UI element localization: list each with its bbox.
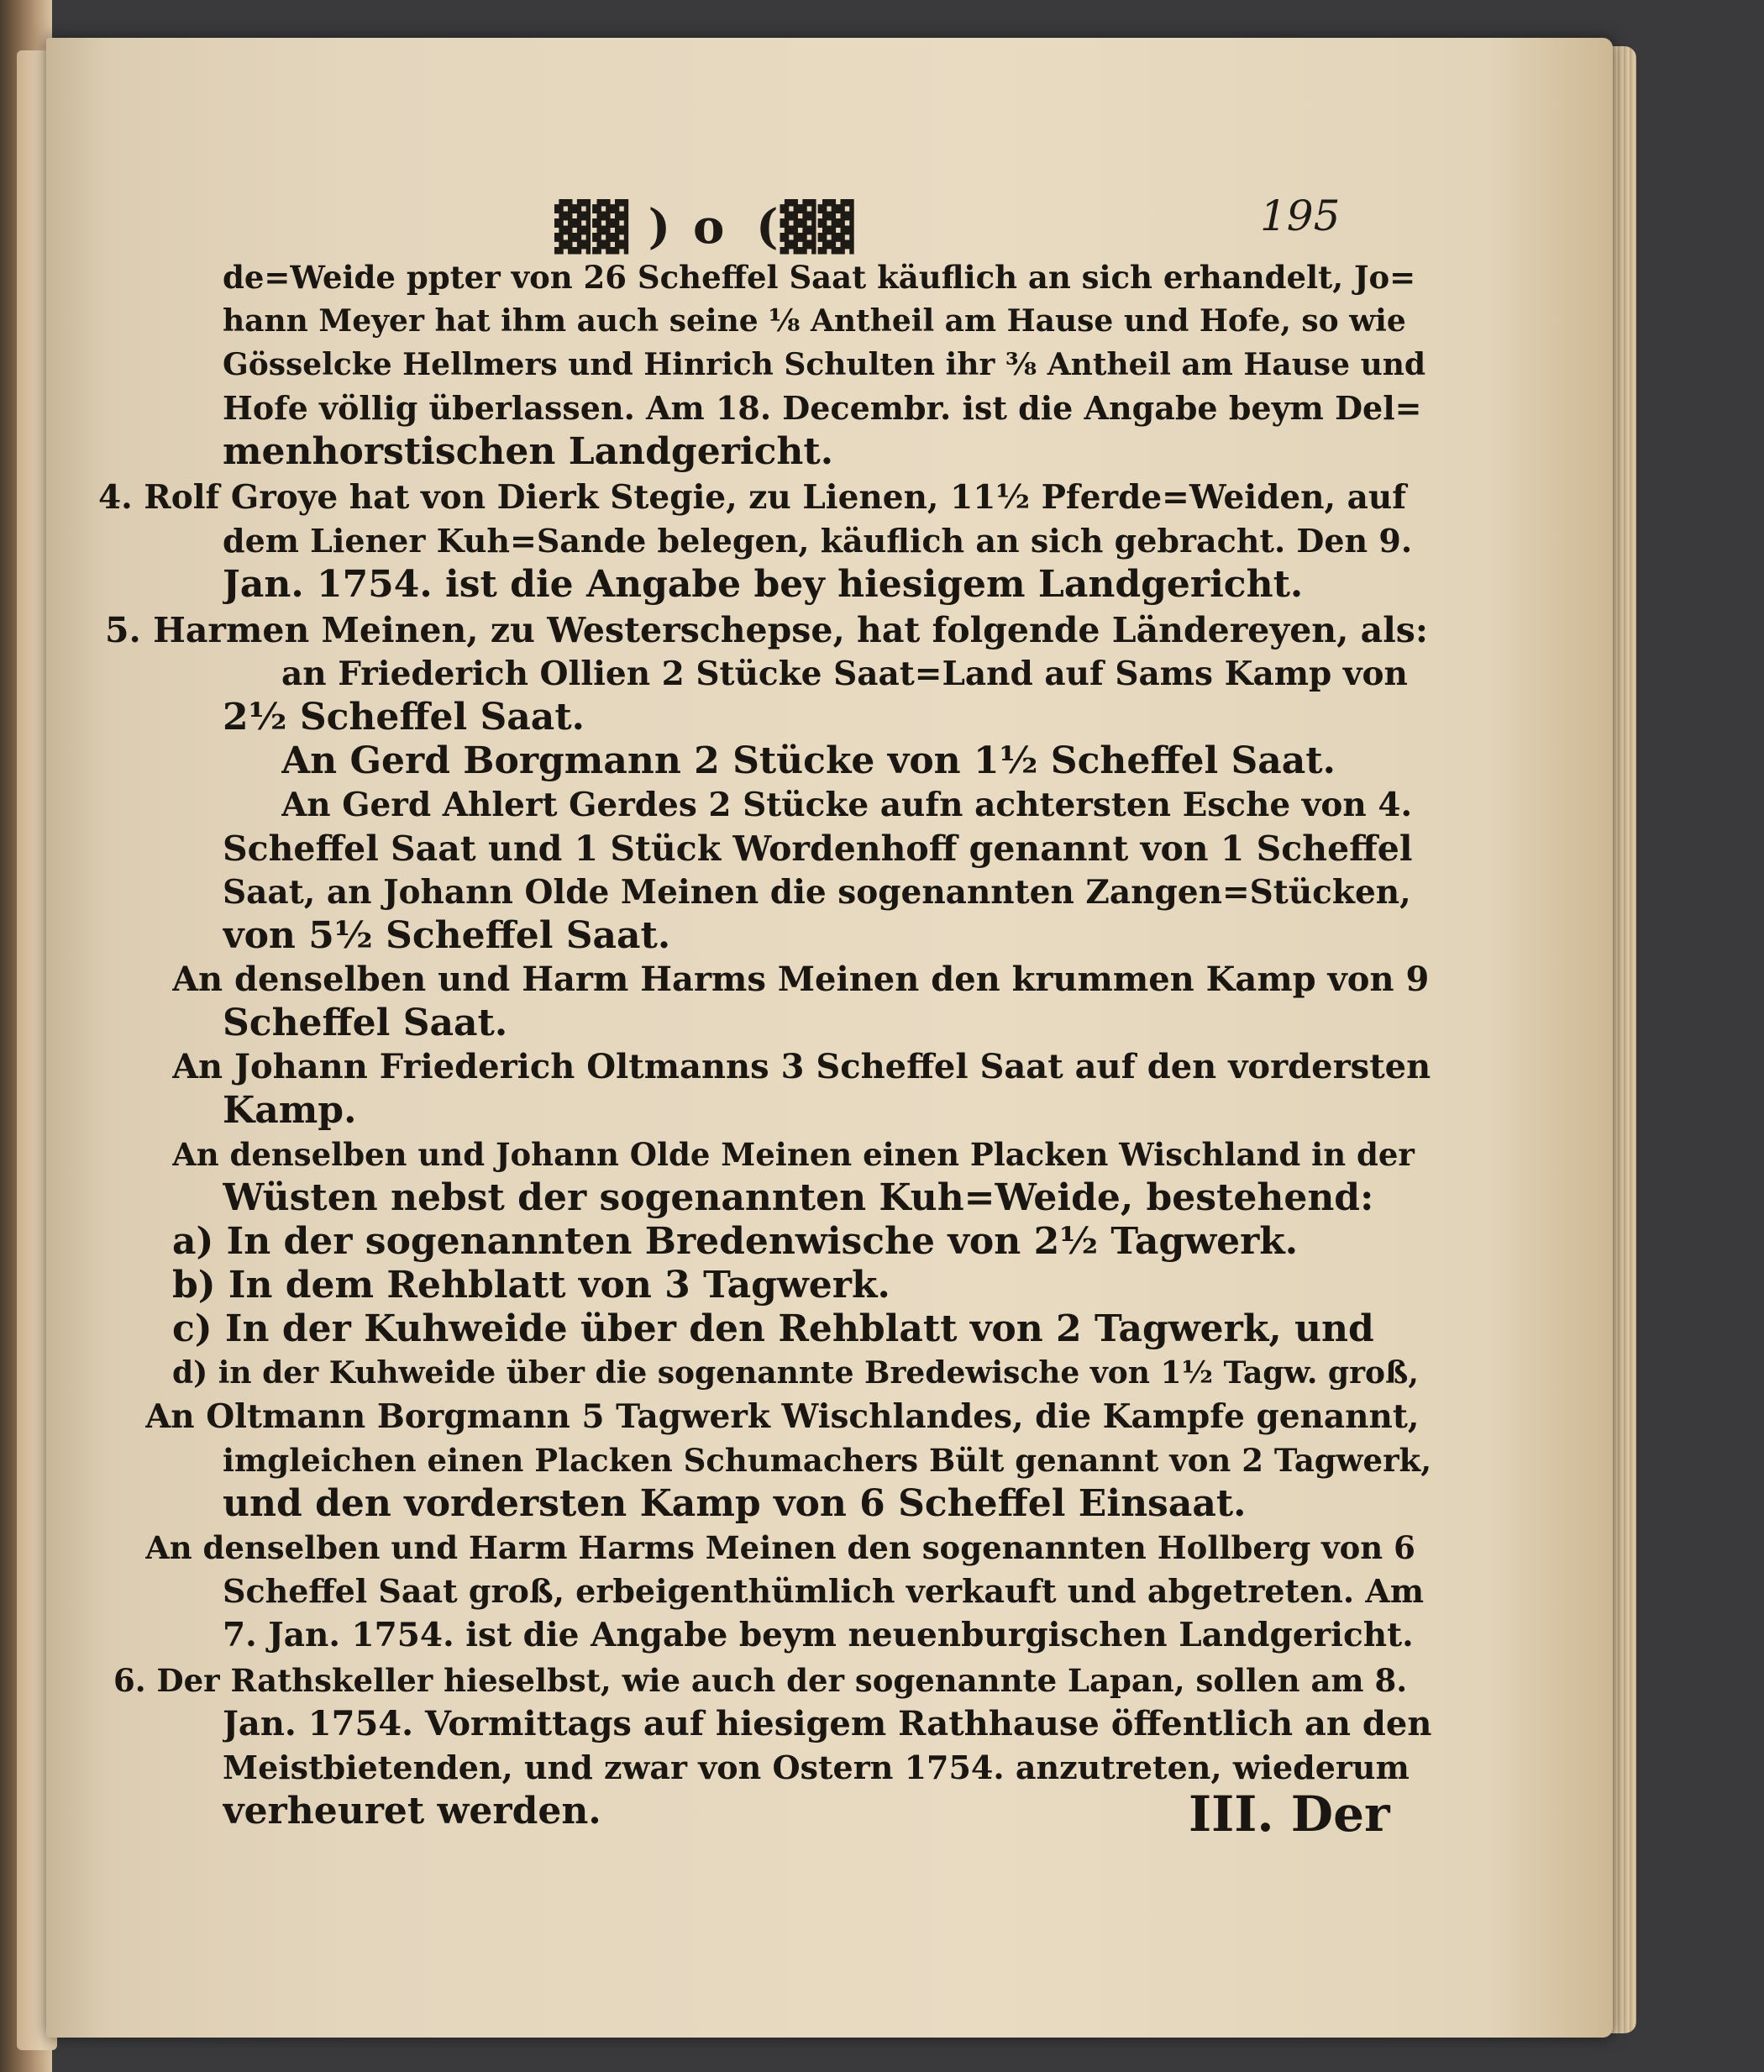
text-line: hann Meyer hat ihm auch seine ⅛ Antheil am Hause und Hofe, so wie (223, 303, 1406, 339)
text-line-item-5: 5. Harmen Meinen, zu Westerschepse, hat folgende Ländereyen, als: (105, 610, 1429, 650)
text-line-subitem-d: d) in der Kuhweide über die sogenannte Bredewische von 1½ Tagw. groß, (172, 1355, 1419, 1391)
page-body-text (46, 252, 1613, 1833)
text-line: Scheffel Saat. (223, 1002, 508, 1044)
text-line: An Gerd Ahlert Gerdes 2 Stücke aufn achtersten Esche von 4. (281, 786, 1413, 824)
text-line: Saat, an Johann Olde Meinen die sogenannten Zangen=Stücken, (223, 873, 1411, 912)
text-line: an Friederich Ollien 2 Stücke Saat=Land auf Sams Kamp von (281, 655, 1408, 693)
text-line-subitem-b: b) In dem Rehblatt von 3 Tagwerk. (172, 1264, 890, 1307)
text-line: menhorstischen Landgericht. (223, 430, 834, 473)
text-line: Hofe völlig überlassen. Am 18. Decembr. ist die Angabe beym Del= (223, 389, 1422, 427)
text-line: verheuret werden. (223, 1790, 601, 1833)
text-line: An denselben und Harm Harms Meinen den sogenannten Hollberg von 6 (145, 1529, 1415, 1566)
text-line: von 5½ Scheffel Saat. (223, 914, 671, 957)
text-line-subitem-c: c) In der Kuhweide über den Rehblatt von 2 Tagwerk, und (172, 1307, 1374, 1350)
text-line: 7. Jan. 1754. ist die Angabe beym neuenburgischen Landgericht. (223, 1616, 1414, 1654)
text-line: Kamp. (223, 1089, 357, 1132)
page-number: 195 (1260, 192, 1341, 240)
text-line: An Gerd Borgmann 2 Stücke von 1½ Scheffel Saat. (281, 739, 1336, 782)
text-line: imgleichen einen Placken Schumachers Bült genannt von 2 Tagwerk, (223, 1442, 1432, 1479)
text-line: An denselben und Harm Harms Meinen den krummen Kamp von 9 (172, 960, 1430, 999)
text-line-item-6: 6. Der Rathskeller hieselbst, wie auch der sogenannte Lapan, sollen am 8. (113, 1662, 1408, 1699)
text-line: de=Weide ppter von 26 Scheffel Saat käuflich an sich erhandelt, Jo= (223, 259, 1416, 296)
text-line: Jan. 1754. ist die Angabe bey hiesigem Landgericht. (223, 563, 1304, 606)
text-line: und den vordersten Kamp von 6 Scheffel Einsaat. (223, 1482, 1247, 1525)
text-line-item-4: 4. Rolf Groye hat von Dierk Stegie, zu Lienen, 11½ Pferde=Weiden, auf (98, 478, 1407, 517)
text-line: An Johann Friederich Oltmanns 3 Scheffel Saat auf den vordersten (172, 1047, 1431, 1086)
page-header (46, 192, 1613, 255)
header-ornament-right: (▓▓ (756, 199, 856, 255)
book-page (46, 38, 1613, 2038)
text-line: 2½ Scheffel Saat. (223, 696, 585, 739)
text-line: Gösselcke Hellmers und Hinrich Schulten ihr ⅜ Antheil am Hause und (223, 347, 1426, 382)
text-line-subitem-a: a) In der sogenannten Bredenwische von 2½ Tagwerk. (172, 1220, 1299, 1263)
text-line: Meistbietenden, und zwar von Ostern 1754. anzutreten, wiederum (223, 1749, 1410, 1786)
header-ornament-left: ▓▓ ) (554, 199, 673, 255)
text-line: Jan. 1754. Vormittags auf hiesigem Rathhause öffentlich an den (223, 1704, 1432, 1743)
text-line: An denselben und Johann Olde Meinen einen Placken Wischland in der (172, 1136, 1415, 1173)
header-ornament-center: o (693, 199, 727, 255)
catchword: III. Der (1189, 1785, 1390, 1843)
text-line: Scheffel Saat groß, erbeigenthümlich verkauft und abgetreten. Am (223, 1572, 1425, 1610)
text-line: dem Liener Kuh=Sande belegen, käuflich an sich gebracht. Den 9. (223, 522, 1413, 560)
text-line: Wüsten nebst der sogenannten Kuh=Weide, bestehend: (223, 1176, 1374, 1219)
text-line: An Oltmann Borgmann 5 Tagwerk Wischlandes, die Kampfe genannt, (145, 1397, 1420, 1436)
text-line: Scheffel Saat und 1 Stück Wordenhoff genannt von 1 Scheffel (223, 828, 1413, 869)
